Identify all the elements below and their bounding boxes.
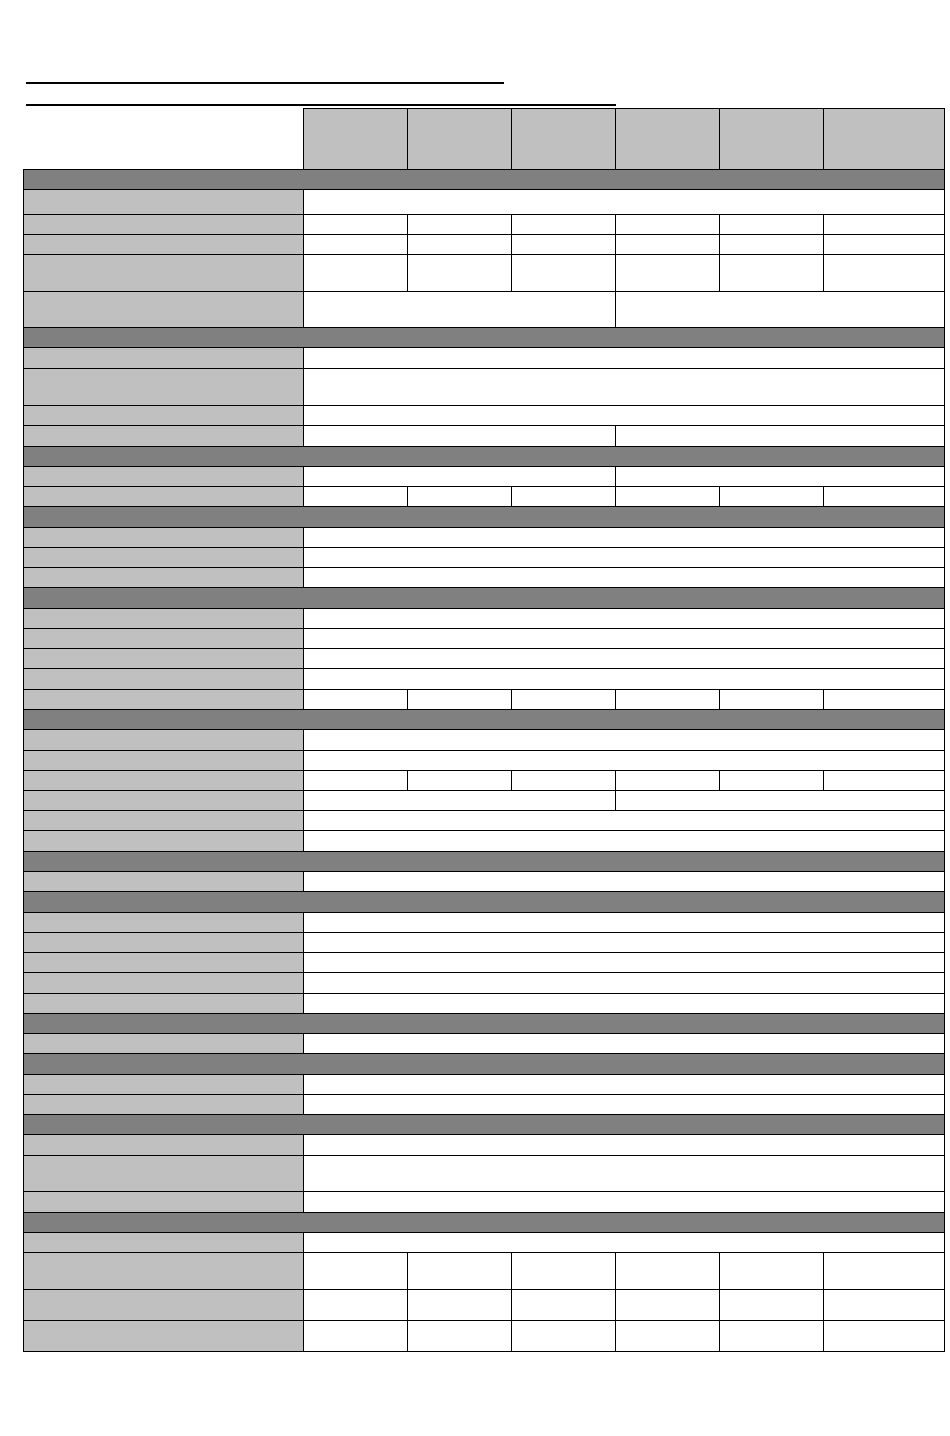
header-corner (23, 108, 304, 170)
value-cell (615, 234, 720, 255)
section-header (23, 327, 945, 348)
row-label (23, 750, 304, 771)
row-label (23, 790, 304, 811)
value-cell (303, 291, 616, 328)
value-cell (511, 1289, 616, 1321)
value-cell (303, 254, 408, 292)
value-cell (407, 689, 512, 710)
document-title (26, 62, 504, 80)
row-label (23, 1074, 304, 1095)
value-cell (303, 750, 945, 771)
value-cell (303, 1191, 945, 1213)
value-cell (823, 689, 945, 710)
section-header (23, 446, 945, 467)
value-cell (719, 486, 824, 507)
row-label (23, 547, 304, 568)
subtitle-underline (26, 104, 616, 106)
row-label (23, 1033, 304, 1054)
value-cell (407, 1320, 512, 1352)
row-label (23, 952, 304, 973)
value-cell (511, 1252, 616, 1290)
value-cell (511, 214, 616, 235)
value-cell (615, 1320, 720, 1352)
value-cell (823, 1320, 945, 1352)
value-cell (303, 567, 945, 588)
value-cell (303, 1094, 945, 1115)
row-label (23, 254, 304, 292)
row-label (23, 689, 304, 710)
row-label (23, 1191, 304, 1213)
value-cell (823, 486, 945, 507)
row-label (23, 347, 304, 369)
row-label (23, 1320, 304, 1352)
value-cell (303, 189, 945, 215)
row-label (23, 770, 304, 791)
value-cell (303, 648, 945, 669)
value-cell (303, 1033, 945, 1054)
value-cell (303, 830, 945, 852)
value-cell (407, 1289, 512, 1321)
value-cell (615, 689, 720, 710)
title-underline (26, 82, 504, 84)
row-label (23, 567, 304, 588)
section-header (23, 506, 945, 528)
column-header (511, 108, 616, 170)
value-cell (823, 254, 945, 292)
value-cell (303, 1134, 945, 1156)
row-label (23, 368, 304, 406)
row-label (23, 648, 304, 669)
section-header (23, 891, 945, 913)
value-cell (511, 254, 616, 292)
value-cell (303, 608, 945, 629)
value-cell (407, 214, 512, 235)
column-header (615, 108, 720, 170)
value-cell (511, 234, 616, 255)
value-cell (615, 291, 945, 328)
row-label (23, 1134, 304, 1156)
value-cell (303, 547, 945, 568)
value-cell (615, 790, 945, 811)
value-cell (303, 368, 945, 406)
row-label (23, 466, 304, 487)
row-label (23, 993, 304, 1014)
row-label (23, 291, 304, 328)
row-label (23, 234, 304, 255)
value-cell (303, 912, 945, 933)
value-cell (719, 1252, 824, 1290)
value-cell (303, 952, 945, 973)
row-label (23, 830, 304, 852)
column-header (719, 108, 824, 170)
row-label (23, 405, 304, 426)
row-label (23, 1289, 304, 1321)
value-cell (303, 1320, 408, 1352)
value-cell (303, 527, 945, 548)
value-cell (303, 810, 945, 831)
row-label (23, 1232, 304, 1253)
value-cell (823, 234, 945, 255)
value-cell (303, 668, 945, 690)
value-cell (511, 770, 616, 791)
value-cell (615, 486, 720, 507)
section-header (23, 169, 945, 190)
column-header (407, 108, 512, 170)
value-cell (615, 1289, 720, 1321)
value-cell (303, 466, 616, 487)
value-cell (407, 254, 512, 292)
spec-sheet-table (23, 108, 944, 1351)
value-cell (615, 1252, 720, 1290)
section-header (23, 1053, 945, 1075)
value-cell (719, 689, 824, 710)
row-label (23, 932, 304, 953)
section-header (23, 1114, 945, 1135)
row-label (23, 1155, 304, 1192)
value-cell (407, 770, 512, 791)
value-cell (303, 1074, 945, 1095)
value-cell (303, 628, 945, 649)
value-cell (823, 1289, 945, 1321)
value-cell (511, 1320, 616, 1352)
value-cell (719, 1289, 824, 1321)
row-label (23, 425, 304, 447)
value-cell (615, 425, 945, 447)
value-cell (303, 1289, 408, 1321)
row-label (23, 628, 304, 649)
value-cell (303, 425, 616, 447)
value-cell (303, 486, 408, 507)
row-label (23, 810, 304, 831)
value-cell (303, 770, 408, 791)
row-label (23, 912, 304, 933)
value-cell (303, 932, 945, 953)
row-label (23, 729, 304, 751)
value-cell (407, 486, 512, 507)
value-cell (719, 254, 824, 292)
value-cell (511, 486, 616, 507)
row-label (23, 972, 304, 994)
value-cell (303, 993, 945, 1014)
value-cell (719, 234, 824, 255)
section-header (23, 709, 945, 730)
row-label (23, 1094, 304, 1115)
value-cell (823, 770, 945, 791)
document-subtitle (26, 86, 616, 104)
row-label (23, 1252, 304, 1290)
value-cell (615, 254, 720, 292)
value-cell (303, 790, 616, 811)
value-cell (303, 1155, 945, 1192)
row-label (23, 189, 304, 215)
row-label (23, 871, 304, 892)
value-cell (719, 1320, 824, 1352)
value-cell (303, 214, 408, 235)
section-header (23, 1212, 945, 1233)
value-cell (615, 466, 945, 487)
value-cell (407, 1252, 512, 1290)
column-header (303, 108, 408, 170)
value-cell (303, 689, 408, 710)
value-cell (303, 347, 945, 369)
row-label (23, 214, 304, 235)
value-cell (511, 689, 616, 710)
value-cell (719, 770, 824, 791)
row-label (23, 668, 304, 690)
row-label (23, 608, 304, 629)
value-cell (303, 972, 945, 994)
value-cell (823, 214, 945, 235)
value-cell (303, 729, 945, 751)
row-label (23, 527, 304, 548)
value-cell (615, 770, 720, 791)
section-header (23, 851, 945, 872)
value-cell (407, 234, 512, 255)
section-header (23, 1013, 945, 1034)
value-cell (303, 234, 408, 255)
value-cell (303, 871, 945, 892)
value-cell (303, 405, 945, 426)
row-label (23, 486, 304, 507)
section-header (23, 587, 945, 609)
value-cell (615, 214, 720, 235)
value-cell (303, 1252, 408, 1290)
value-cell (303, 1232, 945, 1253)
value-cell (719, 214, 824, 235)
value-cell (823, 1252, 945, 1290)
column-header (823, 108, 945, 170)
